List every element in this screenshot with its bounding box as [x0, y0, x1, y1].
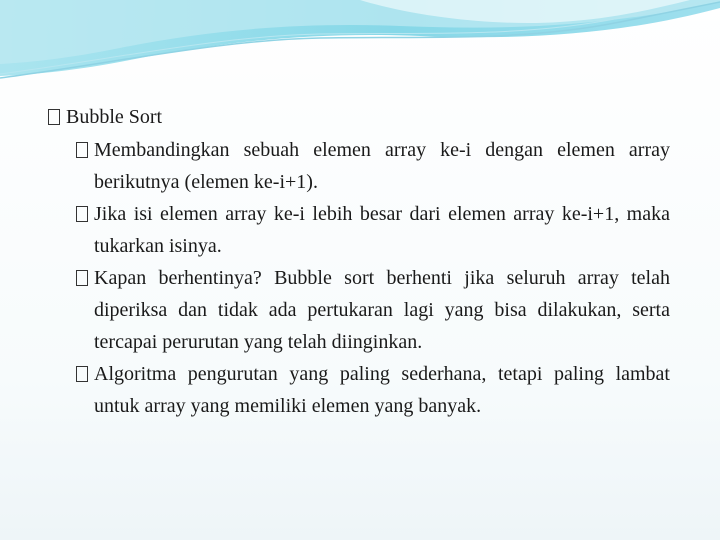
- list-item-text: Membandingkan sebuah elemen array ke-i dengan elemen array berikutnya (elemen ke-i+1).: [94, 139, 670, 193]
- slide-title: Bubble Sort: [66, 106, 163, 128]
- list-item-text: Algoritma pengurutan yang paling sederhana, tetapi paling lambat untuk array yang memiliki elemen yang banyak.: [94, 363, 670, 417]
- list-item: [76, 262, 670, 358]
- square-bullet-icon: [76, 206, 88, 222]
- square-bullet-icon: [48, 109, 60, 125]
- list-item: [76, 134, 670, 198]
- square-bullet-icon: [76, 366, 88, 382]
- square-bullet-icon: [76, 270, 88, 286]
- slide-heading: [48, 100, 162, 134]
- bullet-list: [76, 134, 670, 422]
- list-item-text: Jika isi elemen array ke-i lebih besar dari elemen array ke-i+1, maka tukarkan isinya.: [94, 203, 670, 257]
- list-item: [76, 198, 670, 262]
- square-bullet-icon: [76, 142, 88, 158]
- list-item: [76, 358, 670, 422]
- list-item-text: Kapan berhentinya? Bubble sort berhenti jika seluruh array telah diperiksa dan tidak ada pertukaran lagi yang bisa dilakukan, serta tercapai perurutan yang telah diinginkan.: [94, 267, 670, 353]
